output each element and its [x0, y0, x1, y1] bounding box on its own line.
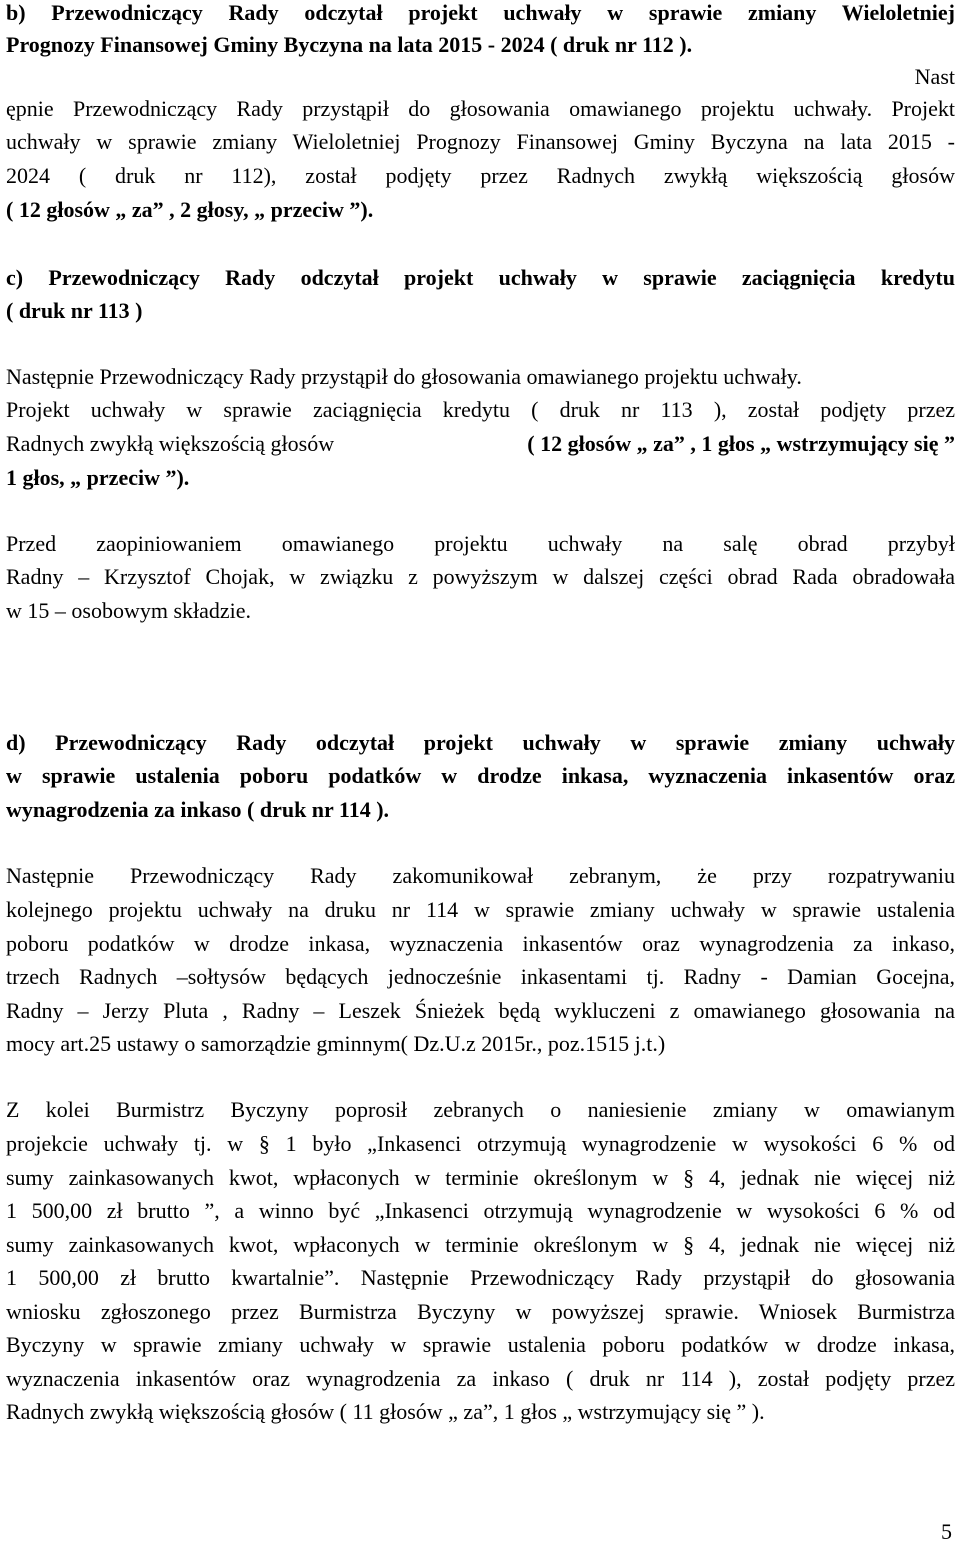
section-b-split-word: Nast — [914, 64, 955, 89]
page-number: 5 — [941, 1519, 952, 1544]
section-c-paragraph-line-1: Następnie Przewodniczący Rady przystąpił do głosowania omawianego projektu uchwały. — [6, 364, 802, 389]
mayor-paragraph-line-5: sumy zainkasowanych kwot, wpłaconych w terminie określonym w § 4, jednak nie więcej niż — [6, 1232, 955, 1257]
mayor-paragraph-line-3: sumy zainkasowanych kwot, wpłaconych w terminie określonym w § 4, jednak nie więcej niż — [6, 1165, 955, 1190]
section-c-paragraph-line-2: Projekt uchwały w sprawie zaciągnięcia kredytu ( druk nr 113 ), został podjęty przez — [6, 397, 955, 422]
section-b-paragraph-line-1: ępnie Przewodniczący Rady przystąpił do głosowania omawianego projektu uchwały. Projekt — [6, 96, 955, 121]
section-d-paragraph-line-6: mocy art.25 ustawy o samorządzie gminnym( Dz.U.z 2015r., poz.1515 j.t.) — [6, 1031, 666, 1056]
section-c-heading-line-2: ( druk nr 113 ) — [6, 298, 143, 323]
mayor-paragraph-line-4: 1 500,00 zł brutto ”, a winno być „Inkasenci otrzymują wynagrodzenie w wysokości 6 % od — [6, 1198, 955, 1223]
section-d-heading-line-3: wynagrodzenia za inkaso ( druk nr 114 ). — [6, 797, 390, 822]
mayor-paragraph-line-1: Z kolei Burmistrz Byczyny poprosił zebranych o naniesienie zmiany w omawianym — [6, 1097, 955, 1122]
mayor-paragraph-line-2: projekcie uchwały tj. w § 1 było „Inkasenci otrzymują wynagrodzenie w wysokości 6 % od — [6, 1131, 955, 1156]
section-d-paragraph-line-5: Radny – Jerzy Pluta , Radny – Leszek Śnieżek będą wykluczeni z omawianego głosowania na — [6, 998, 955, 1023]
section-b-heading-line-1: b) Przewodniczący Rady odczytał projekt uchwały w sprawie zmiany Wieloletniej — [6, 0, 955, 25]
arrival-paragraph-line-2: Radny – Krzysztof Chojak, w związku z powyższym w dalszej części obrad Rada obradowała — [6, 564, 955, 589]
section-c-heading-line-1: c) Przewodniczący Rady odczytał projekt uchwały w sprawie zaciągnięcia kredytu — [6, 265, 955, 290]
arrival-paragraph-line-3: w 15 – osobowym składzie. — [6, 598, 252, 623]
section-d-paragraph-line-1: Następnie Przewodniczący Rady zakomunikował zebranym, że przy rozpatrywaniu — [6, 863, 955, 888]
section-d-paragraph-line-2: kolejnego projektu uchwały na druku nr 114 w sprawie zmiany uchwały w sprawie ustalenia — [6, 897, 955, 922]
mayor-paragraph-line-10: Radnych zwykłą większością głosów ( 11 głosów „ za”, 1 głos „ wstrzymujący się ” ). — [6, 1399, 765, 1424]
section-d-heading-line-2: w sprawie ustalenia poboru podatków w drodze inkasa, wyznaczenia inkasentów oraz — [6, 763, 955, 788]
section-b-paragraph-line-3: 2024 ( druk nr 112), został podjęty przez Radnych zwykłą większością głosów — [6, 163, 955, 188]
section-c-vote-result: ( 12 głosów „ za” , 1 głos „ wstrzymujący się ” — [527, 431, 955, 456]
mayor-paragraph-line-9: wyznaczenia inkasentów oraz wynagrodzenia za inkaso ( druk nr 114 ), został podjęty przez — [6, 1366, 955, 1391]
section-c-majority-text: Radnych zwykłą większością głosów — [6, 431, 335, 456]
section-b-paragraph-line-2: uchwały w sprawie zmiany Wieloletniej Prognozy Finansowej Gminy Byczyna na lata 2015 - — [6, 129, 955, 154]
section-d-paragraph-line-3: poboru podatków w drodze inkasa, wyznaczenia inkasentów oraz wynagrodzenia za inkaso, — [6, 931, 955, 956]
section-d-paragraph-line-4: trzech Radnych –sołtysów będących jednocześnie inkasentami tj. Radny - Damian Gocejna, — [6, 964, 955, 989]
section-c-vote-result-end: 1 głos, „ przeciw ”). — [6, 465, 190, 490]
section-c-paragraph-line-3 — [6, 428, 955, 460]
arrival-paragraph-line-1: Przed zaopiniowaniem omawianego projektu uchwały na salę obrad przybył — [6, 531, 955, 556]
section-b-vote-result: ( 12 głosów „ za” , 2 głosy, „ przeciw ”). — [6, 197, 374, 222]
mayor-paragraph-line-7: wniosku zgłoszonego przez Burmistrza Byczyny w powyższej sprawie. Wniosek Burmistrza — [6, 1299, 955, 1324]
mayor-paragraph-line-8: Byczyny w sprawie zmiany uchwały w sprawie ustalenia poboru podatków w drodze inkasa, — [6, 1332, 955, 1357]
section-d-heading-line-1: d) Przewodniczący Rady odczytał projekt uchwały w sprawie zmiany uchwały — [6, 730, 955, 755]
section-b-heading-line-2: Prognozy Finansowej Gminy Byczyna na lata 2015 - 2024 ( druk nr 112 ). — [6, 32, 693, 57]
mayor-paragraph-line-6: 1 500,00 zł brutto kwartalnie”. Następnie Przewodniczący Rady przystąpił do głosowania — [6, 1265, 955, 1290]
